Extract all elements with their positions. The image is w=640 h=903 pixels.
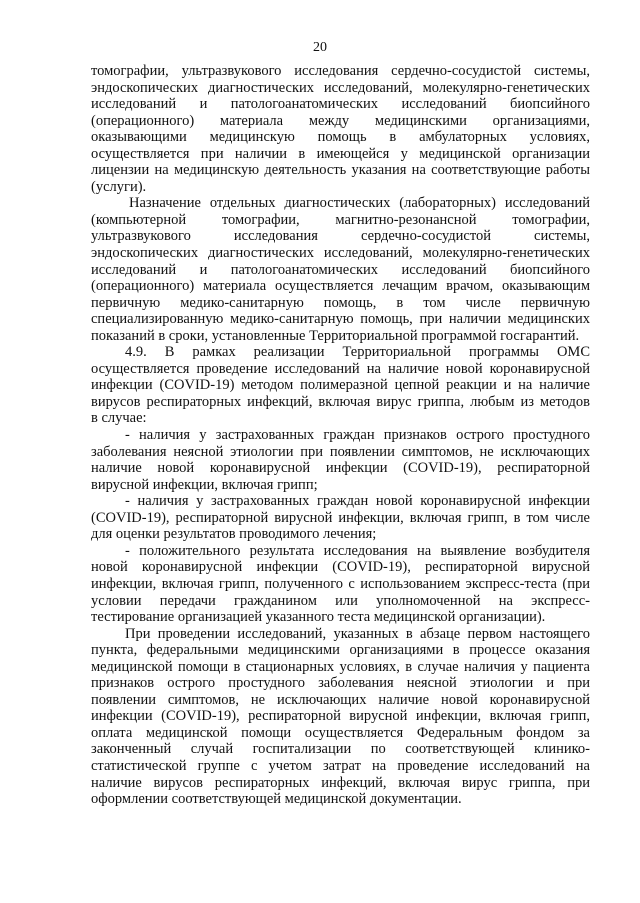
text-line: оплата медицинской помощи осуществляется Федеральным фондом за (91, 724, 590, 741)
text-line: законченный случай госпитализации по соответствующей клинико- (91, 741, 590, 758)
text-line: осуществляется проведение исследований на наличие новой коронавирусной (91, 360, 590, 377)
text-line: исследований и патологоанатомических исследований биопсийного (91, 96, 590, 113)
body-text (91, 63, 590, 808)
text-line: томографии, ультразвукового исследования сердечно-сосудистой системы, (91, 63, 590, 79)
text-line: тестирование организацией указанного теста медицинской организации). (91, 609, 546, 626)
text-line: оказывающими медицинскую помощь в амбулаторных условиях, (91, 129, 590, 146)
text-line: (операционного) материала осуществляется лечащим врачом, оказывающим (91, 278, 590, 295)
text-line: - наличия у застрахованных граждан признаков острого простудного (125, 427, 590, 444)
text-line: осуществляется при наличии в имеющейся у медицинской организации (91, 145, 590, 162)
text-line: наличие новой коронавирусной инфекции (COVID-19), респираторной (91, 460, 590, 477)
text-line: пункта, федеральными медицинскими организациями в процессе оказания (91, 642, 590, 659)
text-line: ультразвукового исследования сердечно-сосудистой системы, (91, 228, 590, 245)
text-line: инфекции, включая грипп, полученного с использованием экспресс-теста (при (91, 575, 590, 592)
text-line: новой коронавирусной инфекции (COVID-19), респираторной вирусной (91, 559, 590, 576)
text-line: показаний в сроки, установленные Территориальной программой госгарантий. (91, 327, 580, 344)
text-line: в случае: (91, 410, 147, 427)
text-line: вирусной инфекции, включая грипп; (91, 476, 318, 493)
text-line: наличие вирусов респираторных инфекций, включая вирус гриппа, при (91, 774, 590, 791)
text-line: появлении симптомов, не исключающих наличие новой коронавирусной (91, 691, 590, 708)
text-line: При проведении исследований, указанных в абзаце первом настоящего (125, 625, 590, 642)
text-line: эндоскопических диагностических исследований, молекулярно-генетических (91, 245, 590, 262)
text-line: эндоскопических диагностических исследований, молекулярно-генетических (91, 79, 590, 96)
text-line: вирусов респираторных инфекций, включая вирус гриппа, любым из методов (91, 393, 590, 410)
text-line: оформлении соответствующей медицинской документации. (91, 791, 462, 808)
text-line: 4.9. В рамках реализации Территориальной программы ОМС (125, 344, 590, 361)
text-line: (услуги). (91, 178, 147, 195)
text-line: заболевания неясной этиологии при появлении симптомов, не исключающих (91, 443, 590, 460)
text-line: (COVID-19), респираторной вирусной инфекции, включая грипп, в том числе (91, 509, 590, 526)
text-line: статистической группе с учетом затрат на проведение исследований на (91, 757, 590, 774)
page-number: 20 (313, 40, 327, 55)
text-line: медицинской помощи в стационарных условиях, в случае наличия у пациента (91, 658, 590, 675)
text-line: специализированную медико-санитарную помощь, при наличии медицинских (91, 311, 590, 328)
text-line: первичную медико-санитарную помощь, в том числе первичную (91, 294, 590, 311)
text-line: (операционного) материала между медицинскими организациями, (91, 112, 590, 129)
text-line: лицензии на медицинскую деятельность указания на соответствующие работы (91, 162, 590, 179)
text-line: инфекции (COVID-19) методом полимеразной цепной реакции и на наличие (91, 377, 590, 394)
text-line: инфекции (COVID-19), респираторной вирусной инфекции, включая грипп, (91, 708, 590, 725)
text-line: - положительного результата исследования на выявление возбудителя (125, 542, 590, 559)
text-line: Назначение отдельных диагностических (лабораторных) исследований (129, 195, 590, 212)
text-line: (компьютерной томографии, магнитно-резонансной томографии, (91, 211, 590, 228)
text-line: признаков острого простудного заболевания неясной этиологии и при (91, 675, 590, 692)
text-line: для оценки результатов проводимого лечения; (91, 526, 377, 543)
text-line: - наличия у застрахованных граждан новой коронавирусной инфекции (125, 493, 590, 510)
text-line: исследований и патологоанатомических исследований биопсийного (91, 261, 590, 278)
text-line: условии передачи гражданином или уполномоченной на экспресс- (91, 592, 590, 609)
